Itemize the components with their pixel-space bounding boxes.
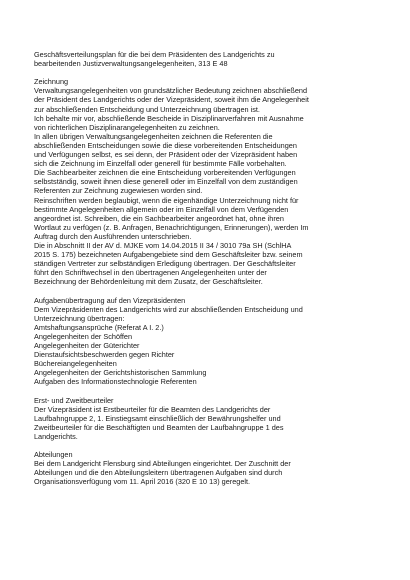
text-line: Dem Vizepräsidenten des Landgerichts wird zur abschließenden Entscheidung und	[34, 304, 303, 314]
section-heading: Abteilungen	[34, 450, 73, 460]
list-item: Angelegenheiten der Gerichtshistorischen Sammlung	[34, 368, 207, 378]
text-line: Bezeichnung der Behördenleitung mit dem Zusatz, der Geschäftsleiter.	[34, 277, 263, 287]
text-line: Landgerichts.	[34, 431, 78, 441]
text-line: Ich behalte mir vor, abschließende Bescheide in Disziplinarverfahren mit Ausnahme	[34, 113, 304, 123]
document-title	[34, 50, 384, 68]
text-line: Organisationsverfügung vom 11. April 2016 (320 E 10 13) geregelt.	[34, 477, 251, 487]
text-line: Unterzeichnung übertragen:	[34, 313, 125, 323]
list-item: Angelegenheiten der Güterichter	[34, 341, 140, 350]
text-line: Auftrag durch den Ausführenden unterschrieben.	[34, 231, 192, 241]
text-line: Zweitbeurteiler für die Beschäftigten und Beamten der Laufbahngruppe 1 des	[34, 422, 284, 432]
text-line: Wortlaut zu verfügen (z. B. Anfragen, Benachrichtigungen, Erinnerungen), werden Im	[34, 222, 309, 232]
text-line: sich die Zeichnung im Einzelfall oder generell für bestimmte Fälle vorbehalten.	[34, 159, 287, 169]
text-line: Bei dem Landgericht Flensburg sind Abteilungen eingerichtet. Der Zuschnitt der	[34, 459, 291, 469]
list-item: Angelegenheiten der Schöffen	[34, 331, 133, 341]
text-line: zur abschließenden Entscheidung und Unterzeichnung übertragen ist.	[34, 104, 260, 114]
list-item: Amtshaftungsansprüche (Referat A I. 2.)	[34, 322, 164, 332]
text-line: führt den Schriftwechsel in den übertragenen Angelegenheiten unter der	[34, 268, 267, 278]
text-line: bestimmte Angelegenheiten allgemein oder im Einzelfall von dem Verfügenden	[34, 204, 289, 214]
list-item: Aufgaben des Informationstechnologie Referenten	[34, 377, 197, 387]
text-line: von richterlichen Disziplinarangelegenheiten zu zeichnen.	[34, 122, 220, 132]
list-item: Dienstaufsichtsbeschwerden gegen Richter	[34, 350, 175, 360]
text-line: Abteilungen und die den Abteilungsleitern übertragenen Aufgaben sind durch	[34, 468, 283, 478]
title-line: bearbeitenden Justizverwaltungsangelegenheiten, 313 E 48	[34, 59, 228, 69]
text-line: selbstständig, soweit ihnen diese generell oder im Einzelfall von dem zuständigen	[34, 177, 298, 187]
title-line: Geschäftsverteilungsplan für die bei dem Präsidenten des Landgerichts zu	[34, 50, 275, 59]
section-heading: Aufgabenübertragung auf den Vizepräsidenten	[34, 295, 186, 305]
text-line: 2015 S. 175) bezeichneten Aufgabengebiete sind dem Geschäftsleiter bzw. seinem	[34, 250, 303, 260]
text-line: Reinschriften werden beglaubigt, wenn die eigenhändige Unterzeichnung nicht für	[34, 195, 299, 205]
document-page	[34, 50, 384, 487]
section-beurteiler	[34, 396, 384, 441]
text-line: Der Vizepräsident ist Erstbeurteiler für die Beamten des Landgerichts der	[34, 404, 271, 414]
text-line: ständigen Vertreter zur selbständigen Erledigung übertragen. Der Geschäftsleiter	[34, 259, 296, 269]
text-line: Verwaltungsangelegenheiten von grundsätzlicher Bedeutung zeichnen abschließend	[34, 86, 308, 96]
text-line: abschließenden Entscheidungen sowie die diese vorbereitenden Entscheidungen	[34, 140, 297, 150]
section-abteilungen	[34, 450, 384, 486]
section-heading: Zeichnung	[34, 77, 69, 87]
section-aufgabenuebertragung	[34, 296, 384, 387]
text-line: Referenten zur Zeichnung zugewiesen worden sind.	[34, 186, 203, 196]
text-line: der Präsident des Landgerichts oder der Vizepräsident, soweit ihm die Angelegenheit	[34, 95, 309, 105]
text-line: angeordnet ist. Schreiben, die ein Sachbearbeiter angeordnet hat, ohne ihren	[34, 213, 284, 223]
section-heading: Erst- und Zweitbeurteiler	[34, 395, 114, 405]
text-line: Die Sachbearbeiter zeichnen die eine Entscheidung vorbereitenden Verfügungen	[34, 168, 296, 178]
text-line: Die in Abschnitt II der AV d. MJKE vom 14.04.2015 II 34 / 3010 79a SH (SchlHA	[34, 240, 292, 250]
text-line: Laufbahngruppe 2, 1. Einstiegsamt einschließlich der Bewährungshelfer und	[34, 413, 281, 423]
list-item: Büchereiangelegenheiten	[34, 359, 117, 369]
text-line: In allen übrigen Verwaltungsangelegenheiten zeichnen die Referenten die	[34, 131, 273, 141]
section-zeichnung	[34, 77, 384, 286]
text-line: und Verfügungen selbst, es sei denn, der Präsident oder der Vizepräsident haben	[34, 150, 298, 160]
